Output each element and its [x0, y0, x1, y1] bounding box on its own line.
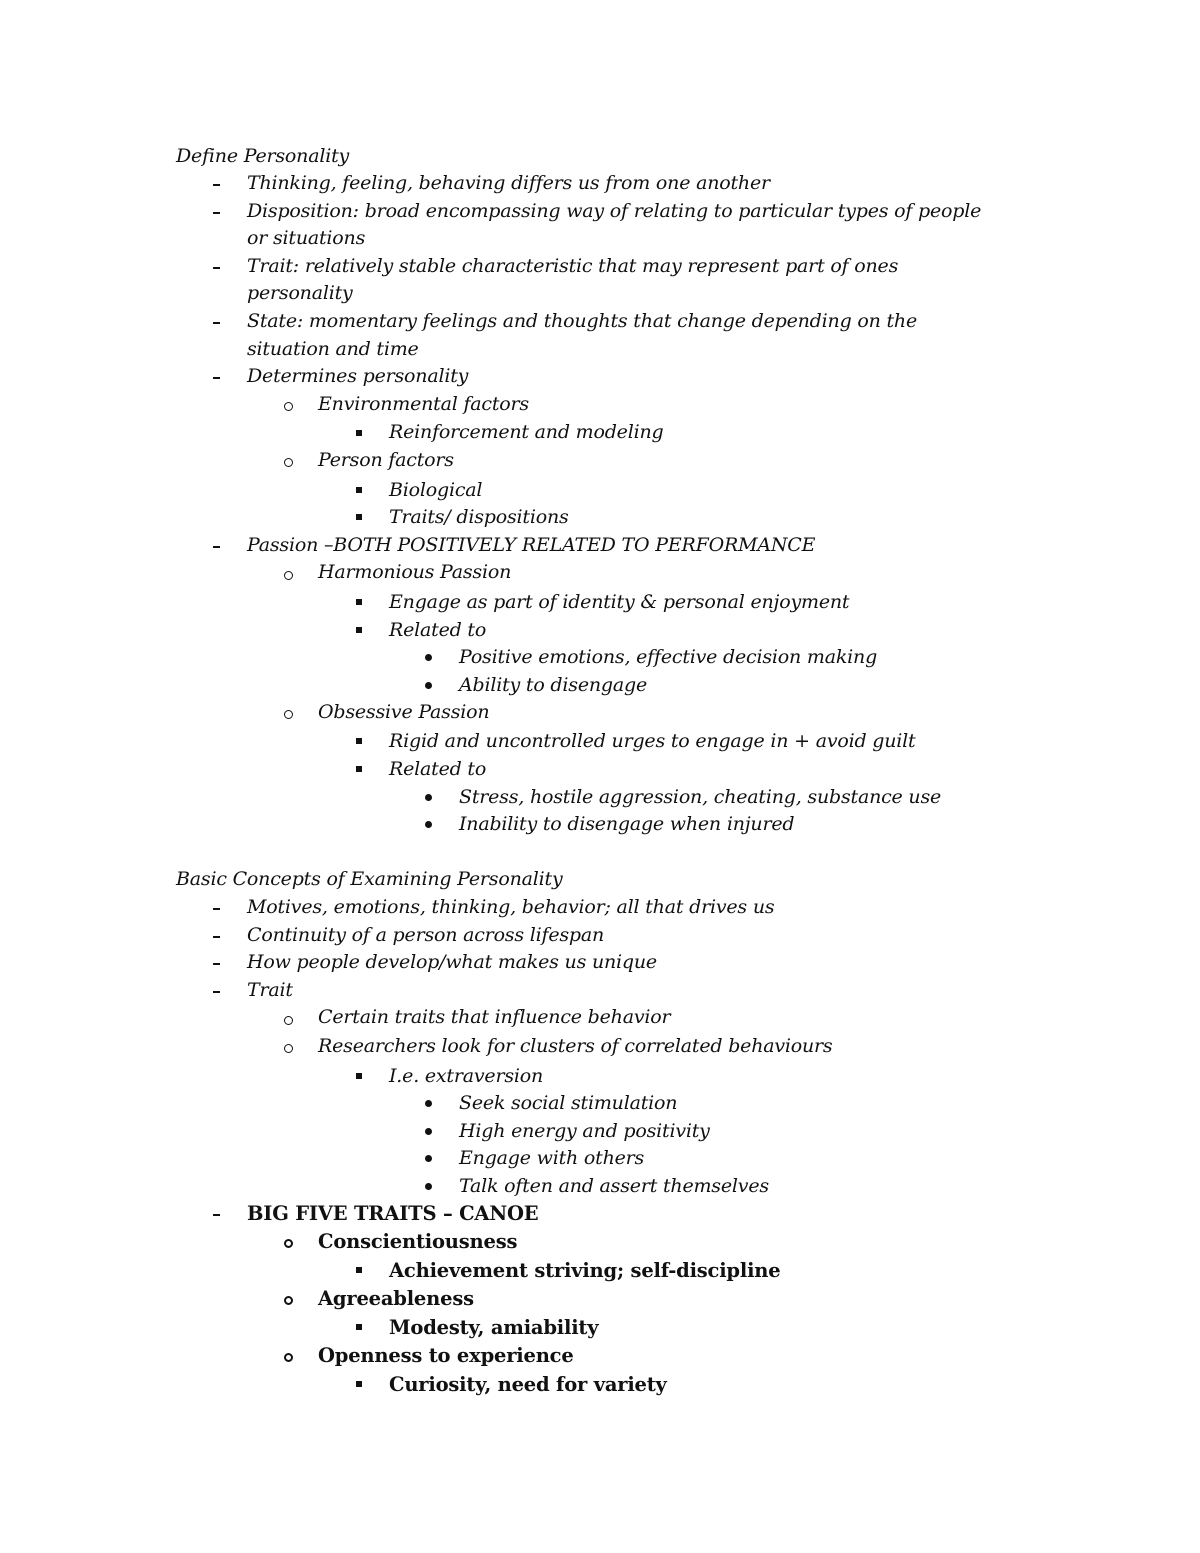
dash-bullet	[213, 212, 220, 214]
list-item: Seek social stimulation	[459, 1092, 678, 1114]
list-item-bold: Openness to experience	[318, 1344, 574, 1367]
square-bullet	[356, 487, 362, 493]
list-item: High energy and positivity	[459, 1120, 710, 1142]
list-item-continued: situation and time	[247, 338, 419, 360]
dash-bullet	[213, 1214, 220, 1216]
list-item: How people develop/what makes us unique	[247, 951, 657, 973]
list-item-continued: personality	[247, 282, 353, 304]
list-item: Stress, hostile aggression, cheating, substance use	[459, 786, 942, 808]
list-item: Trait	[247, 979, 293, 1001]
dot-bullet	[425, 1183, 432, 1190]
dot-bullet	[425, 682, 432, 689]
dash-bullet	[213, 184, 220, 186]
list-item: Environmental factors	[318, 393, 529, 415]
list-item-bold: Agreeableness	[318, 1287, 474, 1310]
list-item: Disposition: broad encompassing way of relating to particular types of people	[247, 200, 982, 222]
list-item: Ability to disengage	[459, 674, 648, 696]
dash-bullet	[213, 991, 220, 993]
list-item: Passion –BOTH POSITIVELY RELATED TO PERFORMANCE	[247, 534, 816, 556]
list-item: Determines personality	[247, 365, 469, 387]
list-item: State: momentary feelings and thoughts that change depending on the	[247, 310, 917, 332]
square-bullet	[356, 738, 362, 744]
circle-bullet-bold	[284, 1239, 293, 1248]
list-item: Engage as part of identity & personal enjoyment	[389, 591, 850, 613]
square-bullet	[356, 627, 362, 633]
circle-bullet	[284, 402, 293, 411]
list-item-bold: Modesty, amiability	[389, 1316, 599, 1339]
square-bullet	[356, 599, 362, 605]
list-item: Inability to disengage when injured	[459, 813, 795, 835]
list-item-bold: Conscientiousness	[318, 1230, 518, 1253]
dash-bullet	[213, 377, 220, 379]
list-item: Related to	[389, 758, 487, 780]
dot-bullet	[425, 821, 432, 828]
square-bullet	[356, 1381, 362, 1387]
list-item: Continuity of a person across lifespan	[247, 924, 605, 946]
circle-bullet-bold	[284, 1296, 293, 1305]
list-item: Person factors	[318, 449, 454, 471]
section-heading: Basic Concepts of Examining Personality	[176, 868, 563, 890]
dash-bullet	[213, 267, 220, 269]
dash-bullet	[213, 908, 220, 910]
square-bullet	[356, 766, 362, 772]
square-bullet	[356, 1073, 362, 1079]
square-bullet	[356, 1324, 362, 1330]
list-item: Reinforcement and modeling	[389, 421, 664, 443]
circle-bullet-bold	[284, 1353, 293, 1362]
list-item: Obsessive Passion	[318, 701, 490, 723]
circle-bullet	[284, 1044, 293, 1053]
dash-bullet	[213, 546, 220, 548]
dot-bullet	[425, 1100, 432, 1107]
list-item: Certain traits that influence behavior	[318, 1006, 671, 1028]
section-heading: Define Personality	[176, 145, 350, 167]
dash-bullet	[213, 322, 220, 324]
dot-bullet	[425, 1128, 432, 1135]
list-item: Harmonious Passion	[318, 561, 512, 583]
circle-bullet	[284, 571, 293, 580]
list-item-continued: or situations	[247, 227, 366, 249]
circle-bullet	[284, 710, 293, 719]
list-item-bold: Achievement striving; self-discipline	[389, 1259, 781, 1282]
square-bullet	[356, 1267, 362, 1273]
square-bullet	[356, 514, 362, 520]
list-item: Researchers look for clusters of correlated behaviours	[318, 1035, 833, 1057]
square-bullet	[356, 430, 362, 436]
list-item: Engage with others	[459, 1147, 645, 1169]
list-item: I.e. extraversion	[389, 1065, 544, 1087]
circle-bullet	[284, 1016, 293, 1025]
list-item: Talk often and assert themselves	[459, 1175, 769, 1197]
list-item-bold: Curiosity, need for variety	[389, 1373, 667, 1396]
dot-bullet	[425, 654, 432, 661]
list-item: Positive emotions, effective decision making	[459, 646, 878, 668]
list-item: Motives, emotions, thinking, behavior; all that drives us	[247, 896, 775, 918]
dash-bullet	[213, 963, 220, 965]
dash-bullet	[213, 936, 220, 938]
dot-bullet	[425, 1155, 432, 1162]
list-item: Trait: relatively stable characteristic that may represent part of ones	[247, 255, 899, 277]
list-item-bold: BIG FIVE TRAITS – CANOE	[247, 1202, 539, 1225]
dot-bullet	[425, 794, 432, 801]
list-item: Thinking, feeling, behaving differs us from one another	[247, 172, 770, 194]
list-item: Rigid and uncontrolled urges to engage in + avoid guilt	[389, 730, 916, 752]
list-item: Traits/ dispositions	[389, 506, 569, 528]
list-item: Biological	[389, 479, 483, 501]
list-item: Related to	[389, 619, 487, 641]
circle-bullet	[284, 458, 293, 467]
